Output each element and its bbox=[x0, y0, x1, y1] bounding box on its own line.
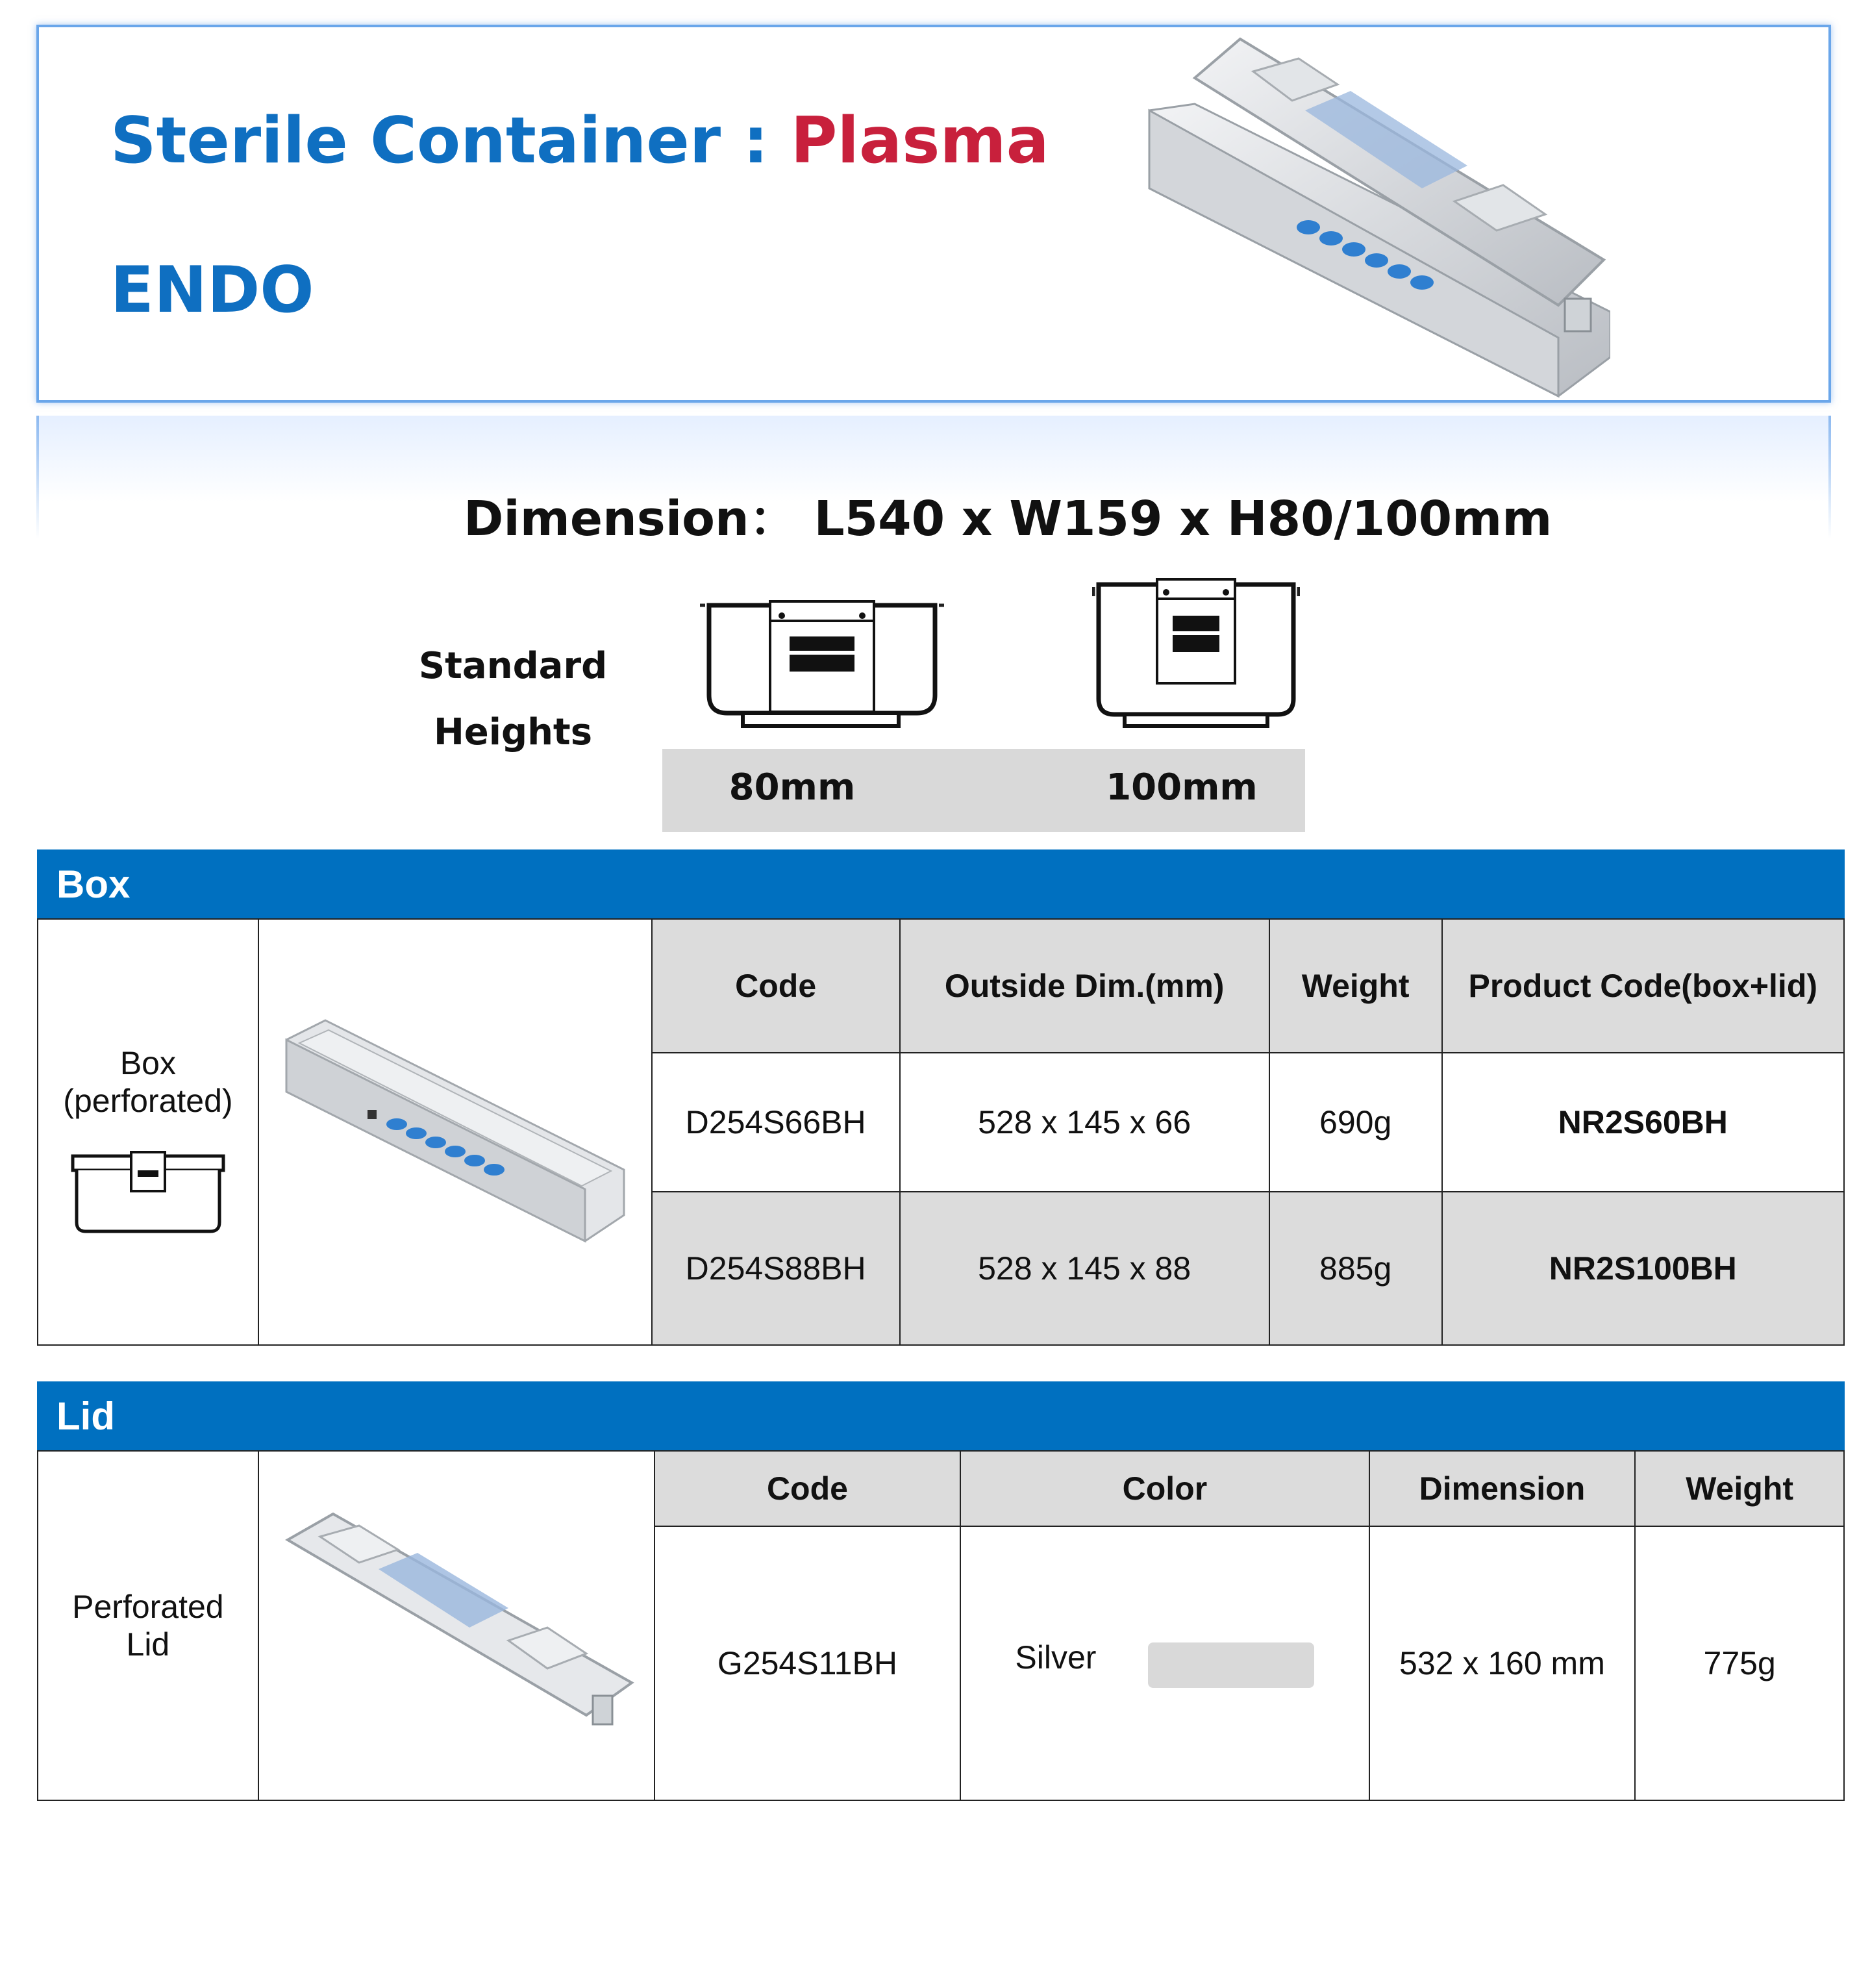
lid-image-cell bbox=[258, 1451, 654, 1800]
box-code-1: D254S66BH bbox=[652, 1053, 900, 1192]
container-illustration bbox=[1143, 32, 1610, 403]
page-title bbox=[110, 104, 1049, 178]
lid-label-line1: Perforated bbox=[72, 1589, 224, 1625]
box-product-code-1: NR2S60BH bbox=[1442, 1053, 1844, 1192]
col-weight: Weight bbox=[1269, 919, 1442, 1053]
lid-weight: 775g bbox=[1635, 1526, 1844, 1800]
box-image-cell bbox=[258, 919, 652, 1345]
container-front-icon-100 bbox=[1092, 575, 1300, 733]
lid-label-cell bbox=[38, 1451, 258, 1800]
box-label-line2: (perforated) bbox=[63, 1082, 233, 1119]
box-illustration bbox=[273, 994, 637, 1267]
box-dim-2: 528 x 145 x 88 bbox=[900, 1192, 1269, 1345]
box-dim-1: 528 x 145 x 66 bbox=[900, 1053, 1269, 1192]
height-100: 100mm bbox=[1106, 766, 1258, 809]
box-weight-2: 885g bbox=[1269, 1192, 1442, 1345]
box-code-2: D254S88BH bbox=[652, 1192, 900, 1345]
lid-col-color: Color bbox=[960, 1451, 1369, 1526]
color-swatch bbox=[1148, 1642, 1314, 1688]
height-80: 80mm bbox=[729, 766, 856, 809]
page-subtitle: ENDO bbox=[110, 253, 314, 327]
dimension-text: Dimension： L540 x W159 x H80/100mm bbox=[464, 491, 1552, 547]
box-label-cell bbox=[38, 919, 258, 1345]
lid-col-code: Code bbox=[654, 1451, 961, 1526]
col-code: Code bbox=[652, 919, 900, 1053]
title-main: Sterile Container : bbox=[110, 104, 791, 178]
lid-illustration bbox=[275, 1501, 638, 1748]
title-accent: Plasma bbox=[790, 104, 1049, 178]
container-front-icon-80 bbox=[699, 598, 945, 734]
box-table bbox=[37, 918, 1845, 1346]
lid-label-line2: Lid bbox=[126, 1626, 170, 1663]
box-weight-1: 690g bbox=[1269, 1053, 1442, 1192]
box-label-line1: Box bbox=[119, 1044, 176, 1081]
lid-dimension: 532 x 160 mm bbox=[1369, 1526, 1636, 1800]
standard-heights-line1: Standard bbox=[418, 645, 608, 687]
standard-heights-label bbox=[416, 633, 610, 766]
lid-color-cell bbox=[960, 1526, 1369, 1800]
lid-col-weight: Weight bbox=[1635, 1451, 1844, 1526]
col-product-code: Product Code(box+lid) bbox=[1442, 919, 1844, 1053]
box-section-band: Box bbox=[37, 849, 1845, 918]
box-product-code-2: NR2S100BH bbox=[1442, 1192, 1844, 1345]
lid-table bbox=[37, 1450, 1845, 1801]
col-outside-dim: Outside Dim.(mm) bbox=[900, 919, 1269, 1053]
lid-section-band: Lid bbox=[37, 1381, 1845, 1450]
lid-code: G254S11BH bbox=[654, 1526, 961, 1800]
standard-heights-line2: Heights bbox=[433, 711, 593, 753]
box-icon bbox=[70, 1146, 226, 1237]
lid-color: Silver bbox=[1015, 1639, 1097, 1676]
lid-col-dimension: Dimension bbox=[1369, 1451, 1636, 1526]
